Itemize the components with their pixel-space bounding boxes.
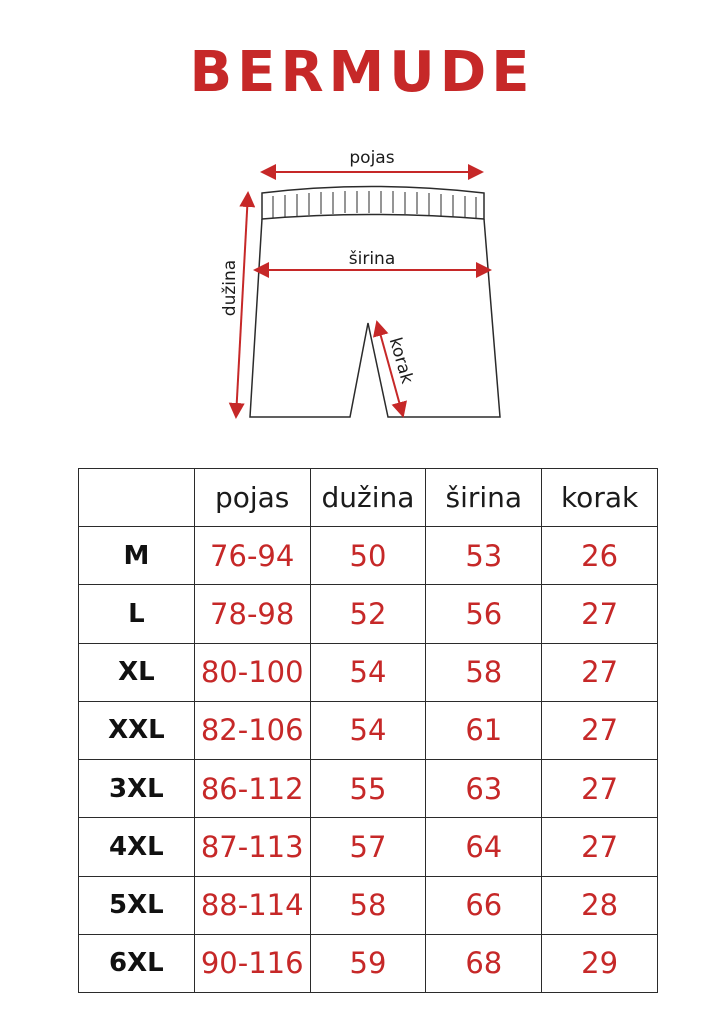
shorts-diagram	[0, 130, 724, 430]
header-empty	[79, 469, 195, 527]
size-cell: 6XL	[79, 934, 195, 992]
table-row	[79, 934, 658, 992]
table-row	[79, 585, 658, 643]
korak-cell: 26	[542, 527, 658, 585]
sirina-cell: 64	[426, 818, 542, 876]
size-table	[78, 468, 658, 993]
sirina-cell: 56	[426, 585, 542, 643]
pojas-cell: 82-106	[194, 701, 310, 759]
duzina-cell: 54	[310, 643, 426, 701]
table-row	[79, 818, 658, 876]
korak-cell: 27	[542, 818, 658, 876]
duzina-cell: 50	[310, 527, 426, 585]
table-row	[79, 760, 658, 818]
sirina-cell: 63	[426, 760, 542, 818]
header-row	[79, 469, 658, 527]
pojas-cell: 78-98	[194, 585, 310, 643]
inseam-label: korak	[384, 335, 417, 386]
korak-cell: 27	[542, 701, 658, 759]
sirina-cell: 53	[426, 527, 542, 585]
duzina-cell: 54	[310, 701, 426, 759]
size-cell: L	[79, 585, 195, 643]
pojas-cell: 86-112	[194, 760, 310, 818]
korak-cell: 28	[542, 876, 658, 934]
table-row	[79, 701, 658, 759]
size-cell: 4XL	[79, 818, 195, 876]
header-sirina: širina	[426, 469, 542, 527]
pojas-cell: 90-116	[194, 934, 310, 992]
size-cell: 5XL	[79, 876, 195, 934]
size-cell: XL	[79, 643, 195, 701]
table-row	[79, 527, 658, 585]
header-pojas: pojas	[194, 469, 310, 527]
pojas-cell: 87-113	[194, 818, 310, 876]
size-cell: XXL	[79, 701, 195, 759]
sirina-cell: 68	[426, 934, 542, 992]
duzina-cell: 52	[310, 585, 426, 643]
korak-cell: 27	[542, 760, 658, 818]
page-title: BERMUDE	[189, 40, 535, 105]
sirina-cell: 58	[426, 643, 542, 701]
pojas-cell: 88-114	[194, 876, 310, 934]
sirina-cell: 66	[426, 876, 542, 934]
duzina-cell: 55	[310, 760, 426, 818]
table-row	[79, 876, 658, 934]
pojas-cell: 80-100	[194, 643, 310, 701]
table-row	[79, 643, 658, 701]
korak-cell: 27	[542, 643, 658, 701]
shorts-outline	[250, 187, 500, 418]
duzina-cell: 59	[310, 934, 426, 992]
width-label: širina	[348, 249, 396, 269]
size-cell: M	[79, 527, 195, 585]
duzina-cell: 57	[310, 818, 426, 876]
pojas-cell: 76-94	[194, 527, 310, 585]
header-korak: korak	[542, 469, 658, 527]
korak-cell: 29	[542, 934, 658, 992]
korak-cell: 27	[542, 585, 658, 643]
sirina-cell: 61	[426, 701, 542, 759]
size-cell: 3XL	[79, 760, 195, 818]
length-label: dužina	[220, 259, 240, 317]
duzina-cell: 58	[310, 876, 426, 934]
waist-label: pojas	[349, 148, 395, 168]
header-duzina: dužina	[310, 469, 426, 527]
